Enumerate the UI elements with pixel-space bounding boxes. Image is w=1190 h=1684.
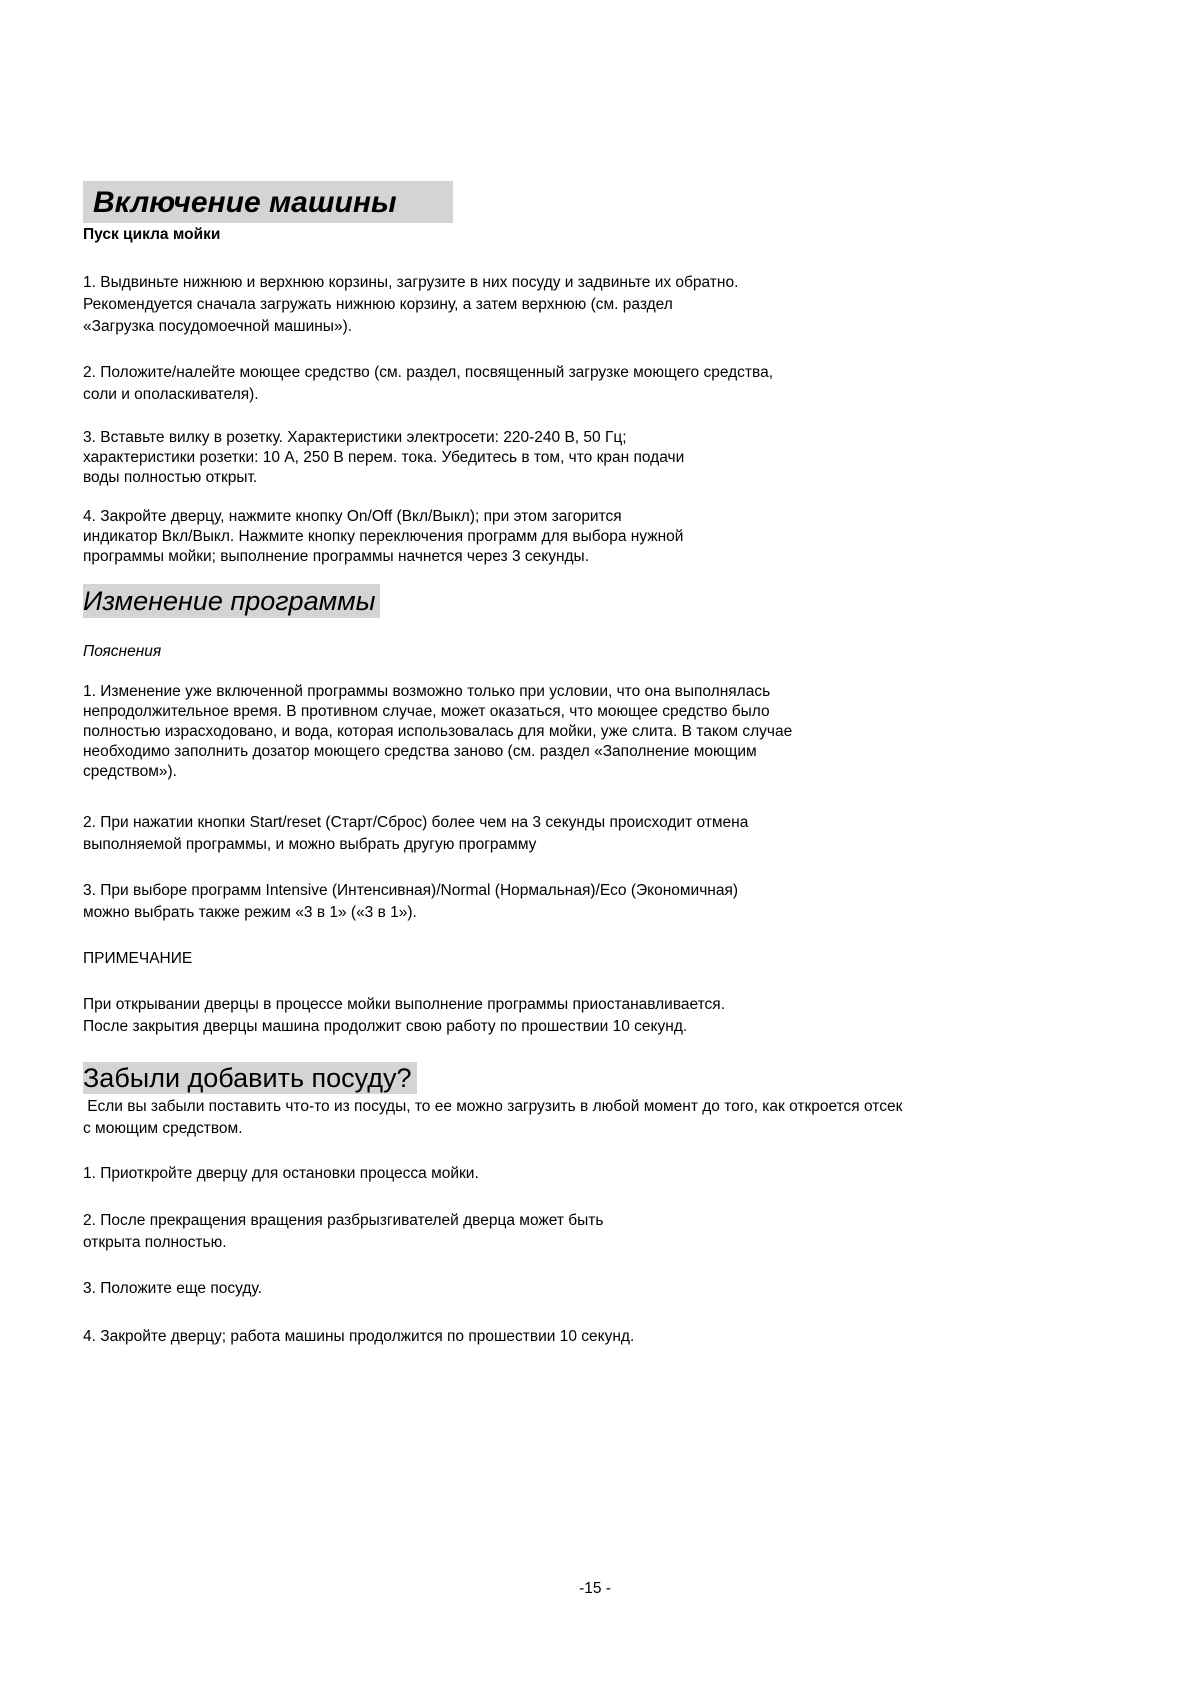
text-line: 1. Изменение уже включенной программы возможно только при условии, что она выполнялась <box>83 683 771 700</box>
section1-subtitle: Пуск цикла мойки <box>83 226 221 243</box>
section2-paragraph-1 <box>83 682 1023 782</box>
section1-paragraph-3 <box>83 428 1023 488</box>
text-line: полностью израсходовано, и вода, которая использовалась для мойки, уже слита. В таком случае <box>83 723 793 740</box>
section3-title: Забыли добавить посуду? <box>83 1063 412 1093</box>
section2-title: Изменение программы <box>83 586 376 616</box>
section3-paragraph-1 <box>83 1163 1023 1185</box>
section3-paragraph-4 <box>83 1326 1023 1348</box>
text-line: выполняемой программы, и можно выбрать другую программу <box>83 836 537 853</box>
text-line: индикатор Вкл/Выкл. Нажмите кнопку переключения программ для выбора нужной <box>83 528 684 545</box>
section3-intro <box>83 1096 1123 1140</box>
section2-paragraph-2 <box>83 812 1023 856</box>
note-paragraph <box>83 994 1023 1038</box>
text-line: характеристики розетки: 10 А, 250 В перем. тока. Убедитесь в том, что кран подачи <box>83 449 685 466</box>
text-line: воды полностью открыт. <box>83 469 258 486</box>
text-line: 4. Закройте дверцу, нажмите кнопку On/Off (Вкл/Выкл); при этом загорится <box>83 508 622 525</box>
text-line: «Загрузка посудомоечной машины»). <box>83 318 353 335</box>
text-line: 1. Выдвиньте нижнюю и верхнюю корзины, загрузите в них посуду и задвиньте их обратно. <box>83 274 739 291</box>
text-line: непродолжительное время. В противном случае, может оказаться, что моющее средство было <box>83 703 770 720</box>
section2-subtitle: Пояснения <box>83 643 162 660</box>
text-line: 3. Положите еще посуду. <box>83 1280 262 1297</box>
section1-paragraph-1 <box>83 272 1023 338</box>
text-line: 3. При выборе программ Intensive (Интенсивная)/Normal (Нормальная)/Eco (Экономичная) <box>83 882 739 899</box>
text-line: открыта полностью. <box>83 1234 227 1251</box>
section1-paragraph-2 <box>83 362 1023 406</box>
text-line: необходимо заполнить дозатор моющего средства заново (см. раздел «Заполнение моющим <box>83 743 757 760</box>
text-line: После закрытия дверцы машина продолжит свою работу по прошествии 10 секунд. <box>83 1018 688 1035</box>
text-line: 1. Приоткройте дверцу для остановки процесса мойки. <box>83 1165 479 1182</box>
text-line: 2. Положите/налейте моющее средство (см. раздел, посвященный загрузке моющего средства, <box>83 364 774 381</box>
text-line: соли и ополаскивателя). <box>83 386 259 403</box>
note-label: ПРИМЕЧАНИЕ <box>83 950 193 967</box>
text-line: программы мойки; выполнение программы начнется через 3 секунды. <box>83 548 589 565</box>
section3-paragraph-3 <box>83 1278 1023 1300</box>
text-line: средством»). <box>83 763 177 780</box>
section1-title: Включение машины <box>93 186 397 219</box>
section3-paragraph-2 <box>83 1210 1023 1254</box>
section2-paragraph-3 <box>83 880 1023 924</box>
text-line: 2. После прекращения вращения разбрызгивателей дверца может быть <box>83 1212 604 1229</box>
text-line: можно выбрать также режим «3 в 1» («3 в 1»). <box>83 904 417 921</box>
text-line: 4. Закройте дверцу; работа машины продолжится по прошествии 10 секунд. <box>83 1328 635 1345</box>
text-line: Рекомендуется сначала загружать нижнюю корзину, а затем верхнюю (см. раздел <box>83 296 673 313</box>
text-line: 3. Вставьте вилку в розетку. Характеристики электросети: 220-240 В, 50 Гц; <box>83 429 627 446</box>
text-line: 2. При нажатии кнопки Start/reset (Старт/Сброс) более чем на 3 секунды происходит отмена <box>83 814 749 831</box>
text-line: с моющим средством. <box>83 1120 243 1137</box>
section1-paragraph-4 <box>83 507 1023 567</box>
page-number: -15 - <box>579 1580 611 1597</box>
text-line: При открывании дверцы в процессе мойки выполнение программы приостанавливается. <box>83 996 726 1013</box>
text-line: Если вы забыли поставить что-то из посуды, то ее можно загрузить в любой момент до того, как откроется отсек <box>83 1098 903 1115</box>
